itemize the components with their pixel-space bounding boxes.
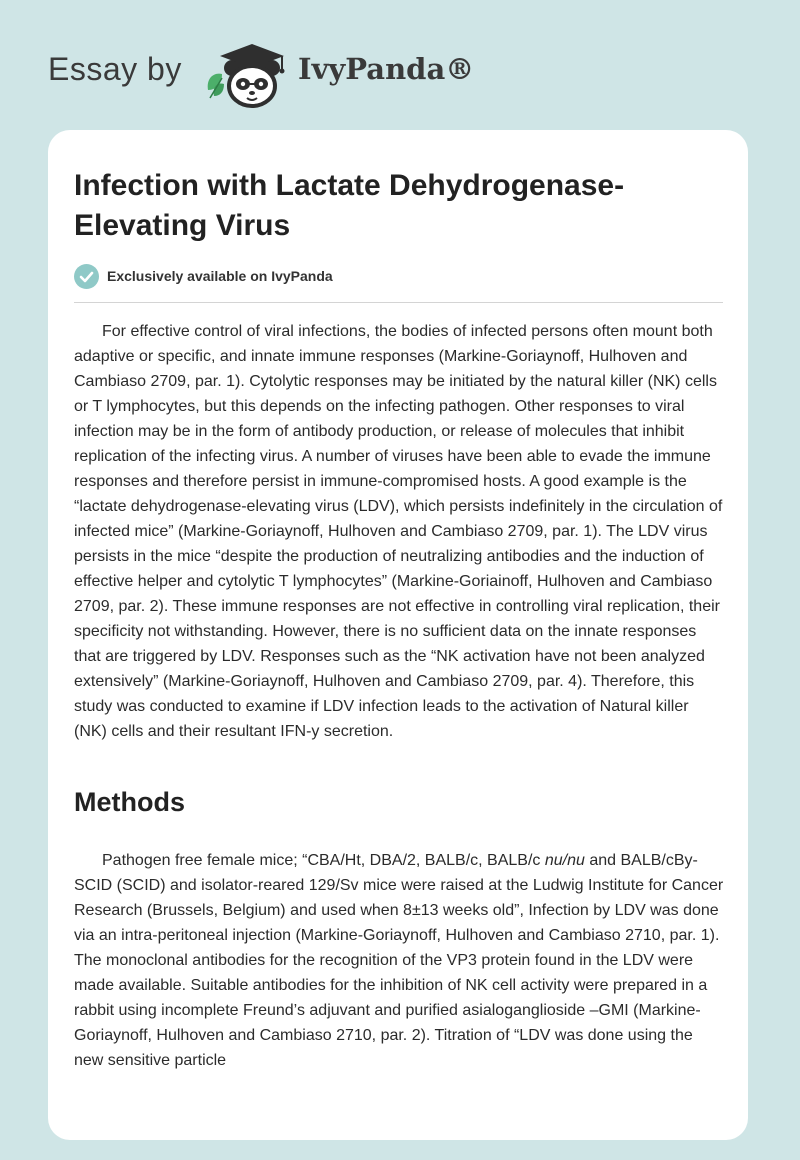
methods-italic-term: nu/nu bbox=[544, 852, 585, 869]
intro-paragraph: For effective control of viral infections, the bodies of infected persons often mount both adaptive or specific, and innate immune responses (Markine-Goriaynoff, Hulhoven and Cambiaso 2709, par. 1). Cytolytic responses may be initiated by the natural killer (NK) cells or T lymphocytes, but this depends on the infecting pathogen. Other responses to viral infection may be in the form of antibody production, or release of molecules that inhibit replication of the infecting virus. A number of viruses have been able to evade the immune responses and therefore persist in immune-compromised hosts. A good example is the “lactate dehydrogenase-elevating virus (LDV), which persists indefinitely in the circulation of infected mice” (Markine-Goriaynoff, Hulhoven and Cambiaso 2709, par. 1). The LDV virus persists in the mice “despite the production of neutralizing antibodies and the induction of effective helper and cytolytic T lymphocytes” (Markine-Goriainoff, Hulhoven and Cambiaso 2709, par. 2). These immune responses are not effective in controlling viral replication, their specificity not withstanding. However, there is no sufficient data on the innate responses that are triggered by LDV. Responses such as the “NK activation have not been analyzed extensively” (Markine-Goriaynoff, Hulhoven and Cambiaso 2709, par. 4). Therefore, this study was conducted to examine if LDV infection leads to the activation of Natural killer (NK) cells and their resultant IFN-y secretion. bbox=[74, 323, 723, 740]
essay-by-label: Essay by bbox=[48, 51, 182, 87]
essay-card bbox=[48, 130, 748, 1140]
panda-logo-icon[interactable] bbox=[202, 38, 294, 110]
check-circle-icon bbox=[74, 264, 99, 289]
methods-heading: Methods bbox=[74, 787, 185, 817]
divider bbox=[74, 302, 723, 303]
methods-paragraph bbox=[74, 848, 724, 1073]
methods-text-start: Pathogen free female mice; “CBA/Ht, DBA/2, BALB/c, BALB/c bbox=[102, 852, 545, 869]
site-header bbox=[48, 38, 488, 108]
essay-title: Infection with Lactate Dehydrogenase-Elevating Virus bbox=[74, 169, 625, 242]
brand-name[interactable]: IvyPanda® bbox=[298, 52, 475, 86]
methods-text-rest: and BALB/cBy-SCID (SCID) and isolator-reared 129/Sv mice were raised at the Ludwig Institute for Cancer Research (Brussels, Belgium) and used when 8±13 weeks old”, Infection by LDV was done via an intra-peritoneal injection (Markine-Goriaynoff, Hulhoven and Cambiaso 2710, par. 1). The monoclonal antibodies for the recognition of the VP3 protein found in the LDV were made available. Suitable antibodies for the inhibition of NK cell activity were prepared in a rabbit using incomplete Freund’s adjuvant and purified asialoganglioside –GMI (Markine-Goriaynoff, Hulhoven and Cambiaso 2710, par. 2). Titration of “LDV was done using the new sensitive particle bbox=[74, 852, 724, 1069]
exclusive-badge-label: Exclusively available on IvyPanda bbox=[107, 268, 333, 284]
